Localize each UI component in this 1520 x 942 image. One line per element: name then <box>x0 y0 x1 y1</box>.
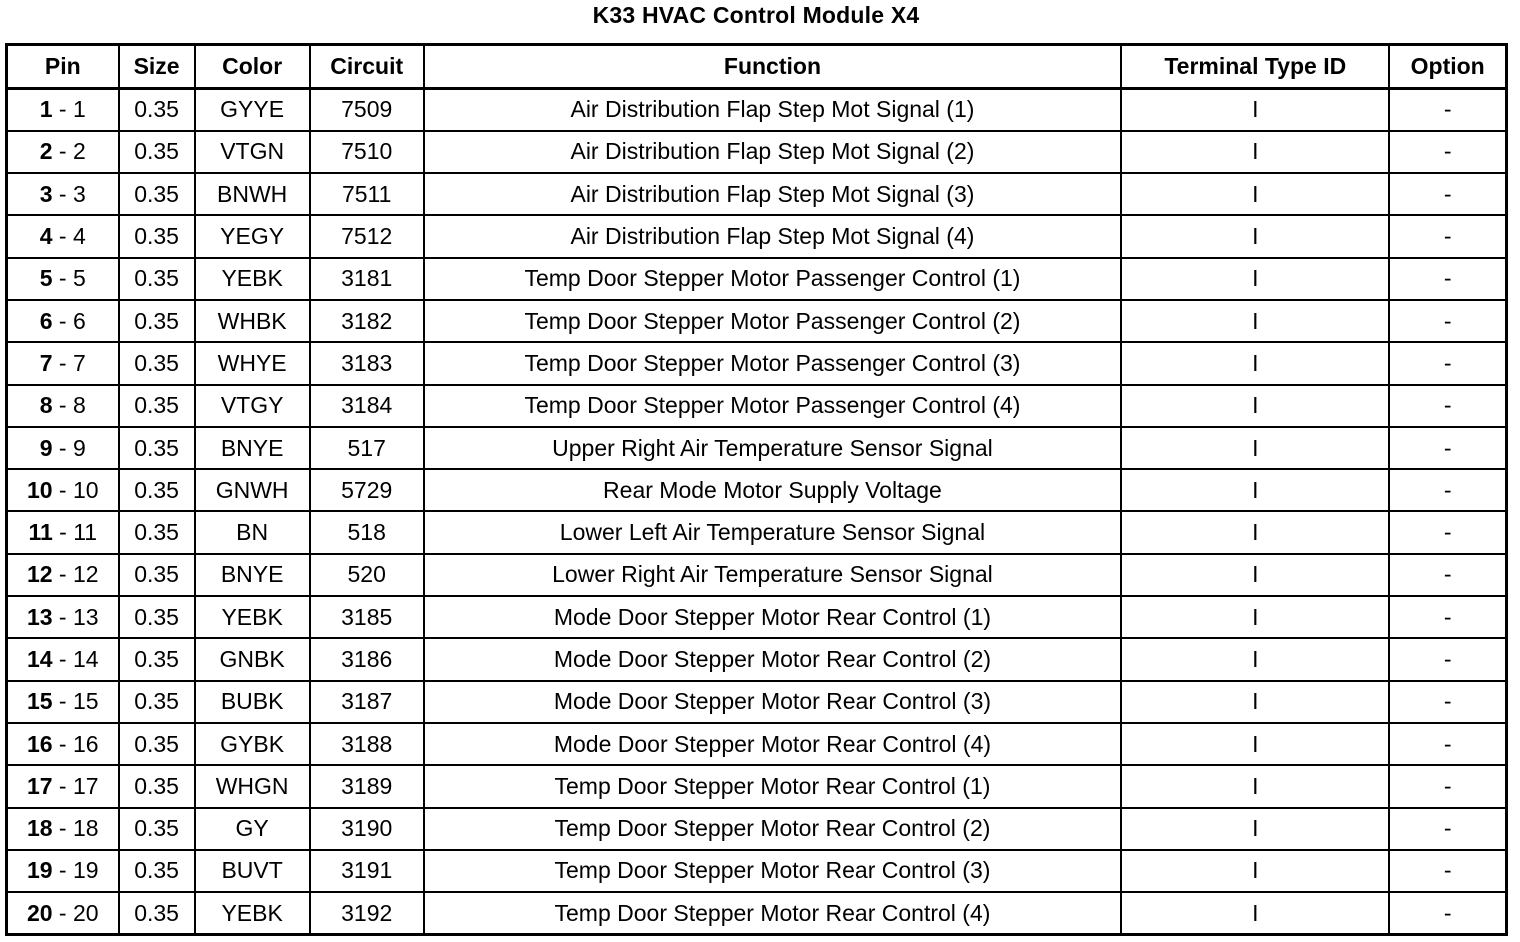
terminal-type-cell: I <box>1121 258 1389 300</box>
table-row <box>7 131 1507 173</box>
cavity-number: 20 <box>73 899 99 926</box>
pin-number: 15 <box>26 688 53 715</box>
option-cell: - <box>1389 596 1506 638</box>
wire-color-cell: YEBK <box>195 892 310 934</box>
cavity-number: 13 <box>73 603 99 630</box>
option-cell: - <box>1389 808 1506 850</box>
connector-pin-table <box>5 43 1508 936</box>
function-cell: Temp Door Stepper Motor Rear Control (2) <box>424 808 1121 850</box>
table-row <box>7 469 1507 511</box>
function-cell: Temp Door Stepper Motor Passenger Control (2) <box>424 300 1121 342</box>
pin-cell: 18 - 18 <box>7 808 119 850</box>
circuit-cell: 3191 <box>310 850 424 892</box>
terminal-type-cell: I <box>1121 723 1389 765</box>
cavity-number: 8 <box>73 392 86 419</box>
wire-color-cell: BNWH <box>195 173 310 215</box>
terminal-type-cell: I <box>1121 385 1389 427</box>
pin-cell: 11 - 11 <box>7 511 119 553</box>
wire-color-cell: GNWH <box>195 469 310 511</box>
table-row <box>7 342 1507 384</box>
terminal-type-cell: I <box>1121 596 1389 638</box>
terminal-type-cell: I <box>1121 765 1389 807</box>
cavity-number: 4 <box>73 223 86 250</box>
pin-number: 19 <box>26 857 53 884</box>
wire-color-cell: YEGY <box>195 215 310 257</box>
header-option: Option <box>1389 45 1506 89</box>
option-cell: - <box>1389 300 1506 342</box>
header-function: Function <box>424 45 1121 89</box>
pin-cell: 6 - 6 <box>7 300 119 342</box>
pin-cell: 1 - 1 <box>7 89 119 131</box>
terminal-type-cell: I <box>1121 554 1389 596</box>
wire-color-cell: GYBK <box>195 723 310 765</box>
pin-cell: 9 - 9 <box>7 427 119 469</box>
pin-number: 10 <box>26 476 53 503</box>
terminal-type-cell: I <box>1121 511 1389 553</box>
cavity-number: 12 <box>73 561 99 588</box>
wire-size-cell: 0.35 <box>119 638 195 680</box>
circuit-cell: 3186 <box>310 638 424 680</box>
pin-cell: 14 - 14 <box>7 638 119 680</box>
function-cell: Lower Left Air Temperature Sensor Signal <box>424 511 1121 553</box>
wire-size-cell: 0.35 <box>119 89 195 131</box>
wire-color-cell: WHYE <box>195 342 310 384</box>
circuit-cell: 7511 <box>310 173 424 215</box>
terminal-type-cell: I <box>1121 469 1389 511</box>
wire-size-cell: 0.35 <box>119 215 195 257</box>
wire-color-cell: GNBK <box>195 638 310 680</box>
table-row <box>7 892 1507 934</box>
cavity-number: 10 <box>73 476 99 503</box>
pin-number: 14 <box>26 646 53 672</box>
wire-color-cell: BUBK <box>195 681 310 723</box>
option-cell: - <box>1389 89 1506 131</box>
circuit-cell: 3184 <box>310 385 424 427</box>
pin-number: 11 <box>28 519 53 546</box>
table-row <box>7 554 1507 596</box>
option-cell: - <box>1389 385 1506 427</box>
cavity-number: 6 <box>73 307 86 334</box>
terminal-type-cell: I <box>1121 638 1389 680</box>
terminal-type-cell: I <box>1121 808 1389 850</box>
table-body <box>7 89 1507 935</box>
table-row <box>7 850 1507 892</box>
wire-color-cell: WHBK <box>195 300 310 342</box>
table-row <box>7 765 1507 807</box>
table-header-row <box>7 45 1507 89</box>
wire-size-cell: 0.35 <box>119 131 195 173</box>
function-cell: Air Distribution Flap Step Mot Signal (2) <box>424 131 1121 173</box>
wire-color-cell: BN <box>195 511 310 553</box>
function-cell: Mode Door Stepper Motor Rear Control (1) <box>424 596 1121 638</box>
option-cell: - <box>1389 554 1506 596</box>
option-cell: - <box>1389 173 1506 215</box>
pin-number: 1 <box>39 96 53 123</box>
table-row <box>7 385 1507 427</box>
option-cell: - <box>1389 765 1506 807</box>
pin-cell: 5 - 5 <box>7 258 119 300</box>
cavity-number: 1 <box>73 96 86 123</box>
wire-color-cell: VTGN <box>195 131 310 173</box>
wire-size-cell: 0.35 <box>119 342 195 384</box>
circuit-cell: 5729 <box>310 469 424 511</box>
cavity-number: 17 <box>73 772 99 799</box>
wire-color-cell: BUVT <box>195 850 310 892</box>
table-row <box>7 300 1507 342</box>
option-cell: - <box>1389 850 1506 892</box>
pin-number: 13 <box>26 603 53 630</box>
option-cell: - <box>1389 892 1506 934</box>
terminal-type-cell: I <box>1121 892 1389 934</box>
function-cell: Temp Door Stepper Motor Rear Control (3) <box>424 850 1121 892</box>
wire-color-cell: GYYE <box>195 89 310 131</box>
circuit-cell: 7512 <box>310 215 424 257</box>
cavity-number: 11 <box>73 519 98 546</box>
wire-size-cell: 0.35 <box>119 427 195 469</box>
table-row <box>7 681 1507 723</box>
pin-number: 9 <box>39 434 53 461</box>
terminal-type-cell: I <box>1121 342 1389 384</box>
wire-size-cell: 0.35 <box>119 300 195 342</box>
header-pin: Pin <box>7 45 119 89</box>
function-cell: Temp Door Stepper Motor Passenger Control (3) <box>424 342 1121 384</box>
circuit-cell: 3183 <box>310 342 424 384</box>
wire-color-cell: YEBK <box>195 258 310 300</box>
wire-color-cell: GY <box>195 808 310 850</box>
circuit-cell: 3192 <box>310 892 424 934</box>
pin-number: 6 <box>39 307 53 334</box>
cavity-number: 16 <box>73 730 99 757</box>
pin-cell: 3 - 3 <box>7 173 119 215</box>
option-cell: - <box>1389 427 1506 469</box>
circuit-cell: 3182 <box>310 300 424 342</box>
pin-number: 16 <box>26 730 53 757</box>
pin-cell: 4 - 4 <box>7 215 119 257</box>
terminal-type-cell: I <box>1121 89 1389 131</box>
option-cell: - <box>1389 131 1506 173</box>
pin-cell: 8 - 8 <box>7 385 119 427</box>
option-cell: - <box>1389 469 1506 511</box>
circuit-cell: 3190 <box>310 808 424 850</box>
table-row <box>7 89 1507 131</box>
cavity-number: 15 <box>73 688 99 715</box>
wire-size-cell: 0.35 <box>119 511 195 553</box>
circuit-cell: 7510 <box>310 131 424 173</box>
option-cell: - <box>1389 638 1506 680</box>
circuit-cell: 3188 <box>310 723 424 765</box>
option-cell: - <box>1389 681 1506 723</box>
terminal-type-cell: I <box>1121 427 1389 469</box>
wire-color-cell: VTGY <box>195 385 310 427</box>
header-size: Size <box>119 45 195 89</box>
wire-size-cell: 0.35 <box>119 850 195 892</box>
wire-size-cell: 0.35 <box>119 681 195 723</box>
wire-size-cell: 0.35 <box>119 596 195 638</box>
wire-color-cell: BNYE <box>195 554 310 596</box>
table-row <box>7 511 1507 553</box>
pin-number: 17 <box>26 772 53 799</box>
circuit-cell: 518 <box>310 511 424 553</box>
wire-color-cell: YEBK <box>195 596 310 638</box>
circuit-cell: 520 <box>310 554 424 596</box>
pin-number: 7 <box>39 349 53 376</box>
terminal-type-cell: I <box>1121 131 1389 173</box>
header-color: Color <box>195 45 310 89</box>
function-cell: Air Distribution Flap Step Mot Signal (3) <box>424 173 1121 215</box>
wire-size-cell: 0.35 <box>119 173 195 215</box>
option-cell: - <box>1389 258 1506 300</box>
cavity-number: 2 <box>73 138 86 165</box>
pin-cell: 17 - 17 <box>7 765 119 807</box>
pin-cell: 19 - 19 <box>7 850 119 892</box>
function-cell: Air Distribution Flap Step Mot Signal (4) <box>424 215 1121 257</box>
header-circuit: Circuit <box>310 45 424 89</box>
wire-size-cell: 0.35 <box>119 385 195 427</box>
pin-number: 8 <box>39 392 53 419</box>
terminal-type-cell: I <box>1121 300 1389 342</box>
circuit-cell: 7509 <box>310 89 424 131</box>
terminal-type-cell: I <box>1121 850 1389 892</box>
table-row <box>7 215 1507 257</box>
pin-number: 3 <box>39 180 53 207</box>
function-cell: Temp Door Stepper Motor Rear Control (4) <box>424 892 1121 934</box>
pin-cell: 10 - 10 <box>7 469 119 511</box>
circuit-cell: 3181 <box>310 258 424 300</box>
pin-number: 5 <box>39 265 53 292</box>
pin-number: 12 <box>26 561 53 588</box>
document-title: K33 HVAC Control Module X4 <box>592 2 920 28</box>
table-row <box>7 596 1507 638</box>
table-row <box>7 258 1507 300</box>
function-cell: Temp Door Stepper Motor Passenger Control (4) <box>424 385 1121 427</box>
header-terminal-type-id: Terminal Type ID <box>1121 45 1389 89</box>
circuit-cell: 3189 <box>310 765 424 807</box>
wire-color-cell: BNYE <box>195 427 310 469</box>
wire-color-cell: WHGN <box>195 765 310 807</box>
table-row <box>7 173 1507 215</box>
function-cell: Temp Door Stepper Motor Passenger Control (1) <box>424 258 1121 300</box>
wire-size-cell: 0.35 <box>119 808 195 850</box>
pin-cell: 2 - 2 <box>7 131 119 173</box>
pin-number: 18 <box>26 815 53 842</box>
wire-size-cell: 0.35 <box>119 765 195 807</box>
pin-cell: 13 - 13 <box>7 596 119 638</box>
pin-cell: 7 - 7 <box>7 342 119 384</box>
option-cell: - <box>1389 342 1506 384</box>
cavity-number: 18 <box>73 815 99 842</box>
function-cell: Air Distribution Flap Step Mot Signal (1) <box>424 89 1121 131</box>
option-cell: - <box>1389 215 1506 257</box>
cavity-number: 19 <box>73 857 99 884</box>
cavity-number: 3 <box>73 180 86 207</box>
terminal-type-cell: I <box>1121 681 1389 723</box>
cavity-number: 5 <box>73 265 86 292</box>
wire-size-cell: 0.35 <box>119 258 195 300</box>
function-cell: Rear Mode Motor Supply Voltage <box>424 469 1121 511</box>
cavity-number: 14 <box>73 646 99 672</box>
pin-cell: 15 - 15 <box>7 681 119 723</box>
cavity-number: 9 <box>73 434 86 461</box>
table-row <box>7 427 1507 469</box>
pin-cell: 16 - 16 <box>7 723 119 765</box>
cavity-number: 7 <box>73 349 86 376</box>
terminal-type-cell: I <box>1121 173 1389 215</box>
wire-size-cell: 0.35 <box>119 469 195 511</box>
function-cell: Mode Door Stepper Motor Rear Control (4) <box>424 723 1121 765</box>
pin-number: 2 <box>39 138 53 165</box>
wire-size-cell: 0.35 <box>119 554 195 596</box>
function-cell: Lower Right Air Temperature Sensor Signal <box>424 554 1121 596</box>
circuit-cell: 517 <box>310 427 424 469</box>
pin-number: 20 <box>26 899 53 926</box>
option-cell: - <box>1389 723 1506 765</box>
pin-cell: 12 - 12 <box>7 554 119 596</box>
pin-number: 4 <box>39 223 53 250</box>
table-row <box>7 723 1507 765</box>
option-cell: - <box>1389 511 1506 553</box>
function-cell: Temp Door Stepper Motor Rear Control (1) <box>424 765 1121 807</box>
table-row <box>7 638 1507 680</box>
circuit-cell: 3185 <box>310 596 424 638</box>
circuit-cell: 3187 <box>310 681 424 723</box>
function-cell: Upper Right Air Temperature Sensor Signal <box>424 427 1121 469</box>
wire-size-cell: 0.35 <box>119 892 195 934</box>
function-cell: Mode Door Stepper Motor Rear Control (3) <box>424 681 1121 723</box>
pin-cell: 20 - 20 <box>7 892 119 934</box>
wire-size-cell: 0.35 <box>119 723 195 765</box>
function-cell: Mode Door Stepper Motor Rear Control (2) <box>424 638 1121 680</box>
terminal-type-cell: I <box>1121 215 1389 257</box>
table-row <box>7 808 1507 850</box>
